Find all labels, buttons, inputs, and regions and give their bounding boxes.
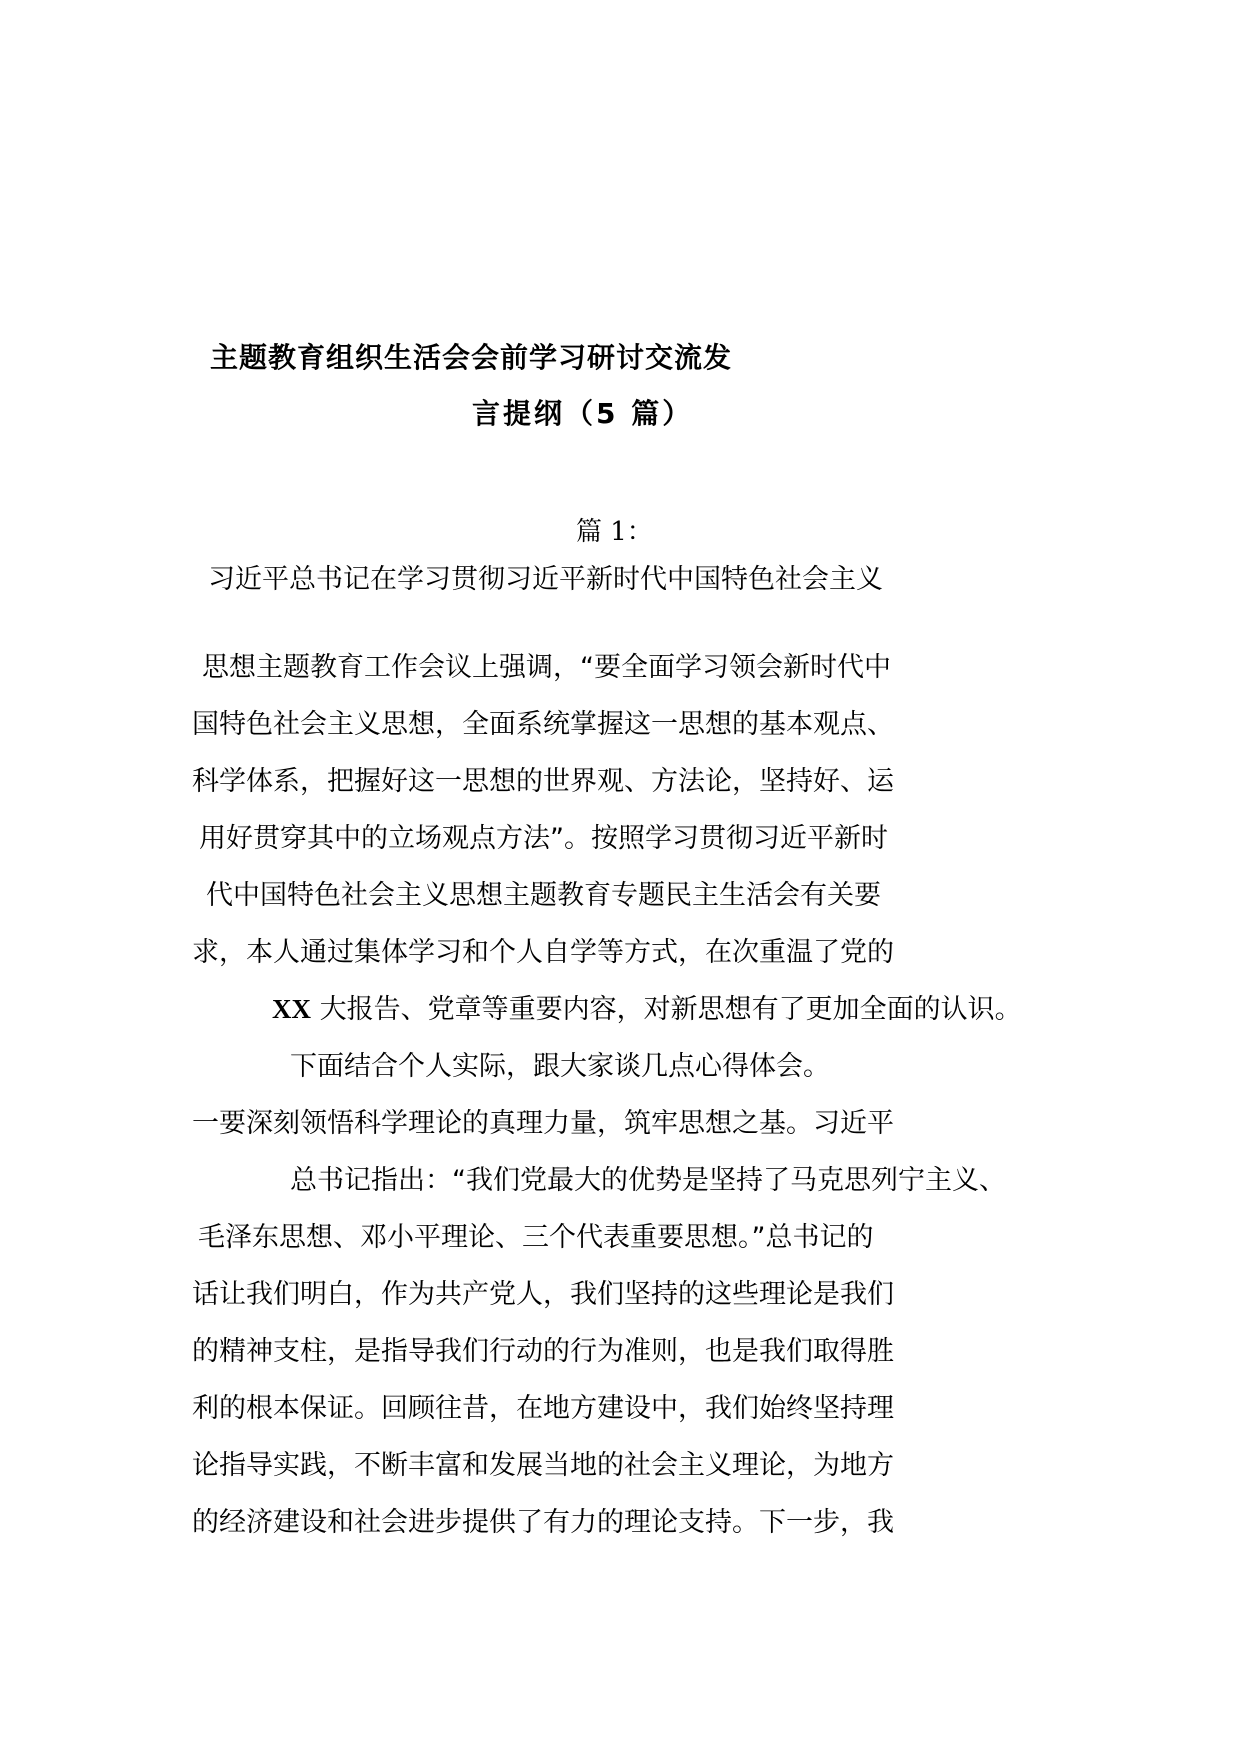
body-line: 总书记指出：“我们党最大的优势是坚持了马克思列宁主义、: [290, 1165, 1006, 1196]
body-line: 论指导实践，不断丰富和发展当地的社会主义理论，为地方: [192, 1450, 894, 1481]
body-line: 利的根本保证。回顾往昔，在地方建设中，我们始终坚持理: [192, 1393, 894, 1424]
body-line: 代中国特色社会主义思想主题教育专题民主生活会有关要: [206, 880, 881, 911]
document-title-line-2: 言提纲（5 篇）: [472, 397, 694, 430]
body-line: [272, 996, 1022, 1023]
body-line: 国特色社会主义思想，全面系统掌握这一思想的基本观点、: [192, 709, 894, 740]
body-line: 毛泽东思想、邓小平理论、三个代表重要思想。”总书记的: [198, 1222, 874, 1253]
body-line: 用好贯穿其中的立场观点方法”。按照学习贯彻习近平新时: [199, 823, 888, 854]
body-line: 一要深刻领悟科学理论的真理力量，筑牢思想之基。习近平: [192, 1108, 894, 1139]
document-title-line-1: 主题教育组织生活会会前学习研讨交流发: [210, 341, 733, 374]
body-line: 下面结合个人实际，跟大家谈几点心得体会。: [290, 1051, 830, 1082]
chapter-label: 篇 1：: [576, 517, 653, 547]
body-line: 话让我们明白，作为共产党人，我们坚持的这些理论是我们: [192, 1279, 894, 1310]
body-line-text: 大报告、党章等重要内容，对新思想有了更加全面的认识。: [319, 994, 1022, 1025]
body-line: 求，本人通过集体学习和个人自学等方式，在次重温了党的: [192, 937, 894, 968]
body-line: 科学体系，把握好这一思想的世界观、方法论，坚持好、运: [192, 766, 894, 797]
body-line: 思想主题教育工作会议上强调，“要全面学习领会新时代中: [202, 652, 891, 683]
body-line: 的经济建设和社会进步提供了有力的理论支持。下一步，我: [192, 1507, 894, 1538]
body-line: 习近平总书记在学习贯彻习近平新时代中国特色社会主义: [208, 564, 883, 595]
xx-placeholder: XX: [272, 994, 311, 1024]
body-line: 的精神支柱，是指导我们行动的行为准则，也是我们取得胜: [192, 1336, 894, 1367]
